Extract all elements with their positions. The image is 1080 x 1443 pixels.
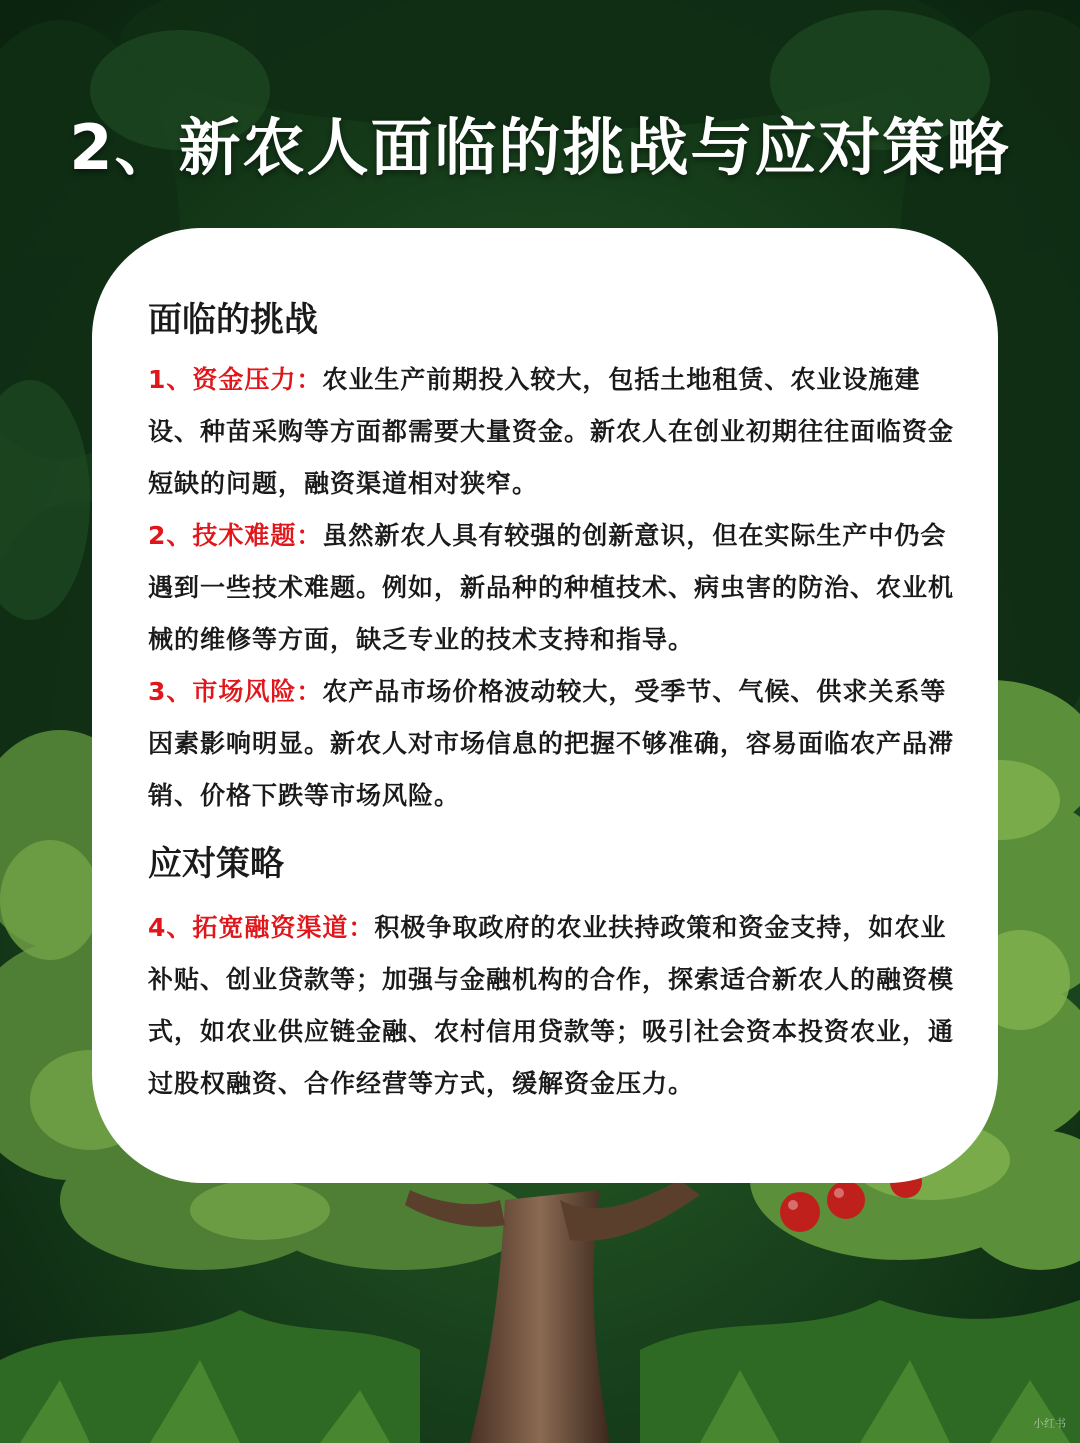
challenges-heading: 面临的挑战 (148, 300, 318, 340)
challenge-text: 虽然新农人具有较强的创新意识，但在实际生产中仍会遇到一些技术难题。例如，新品种的种植技术、病虫害的防治、农业机械的维修等方面，缺乏专业的技术支持和指导。 (148, 521, 955, 654)
challenge-label: 3、市场风险： (148, 677, 323, 706)
challenge-item (148, 354, 968, 510)
challenge-label: 1、资金压力： (148, 365, 323, 394)
challenge-text: 农业生产前期投入较大，包括土地租赁、农业设施建设、种苗采购等方面都需要大量资金。新农人在创业初期往往面临资金短缺的问题，融资渠道相对狭窄。 (148, 365, 955, 498)
strategy-text: 积极争取政府的农业扶持政策和资金支持，如农业补贴、创业贷款等；加强与金融机构的合作，探索适合新农人的融资模式，如农业供应链金融、农村信用贷款等；吸引社会资本投资农业，通过股权融资、合作经营等方式，缓解资金压力。 (148, 913, 955, 1098)
page-title: 2、新农人面临的挑战与应对策略 (69, 111, 1011, 184)
strategy-label: 4、拓宽融资渠道： (148, 913, 375, 942)
strategy-item (148, 902, 968, 1110)
challenge-item (148, 666, 968, 822)
watermark-text: 小红书 (1033, 1417, 1066, 1430)
challenge-item (148, 510, 968, 666)
content-card (92, 228, 998, 1183)
challenge-label: 2、技术难题： (148, 521, 323, 550)
challenge-text: 农产品市场价格波动较大，受季节、气候、供求关系等因素影响明显。新农人对市场信息的把握不够准确，容易面临农产品滞销、价格下跌等市场风险。 (148, 677, 955, 810)
strategies-heading: 应对策略 (148, 844, 284, 884)
